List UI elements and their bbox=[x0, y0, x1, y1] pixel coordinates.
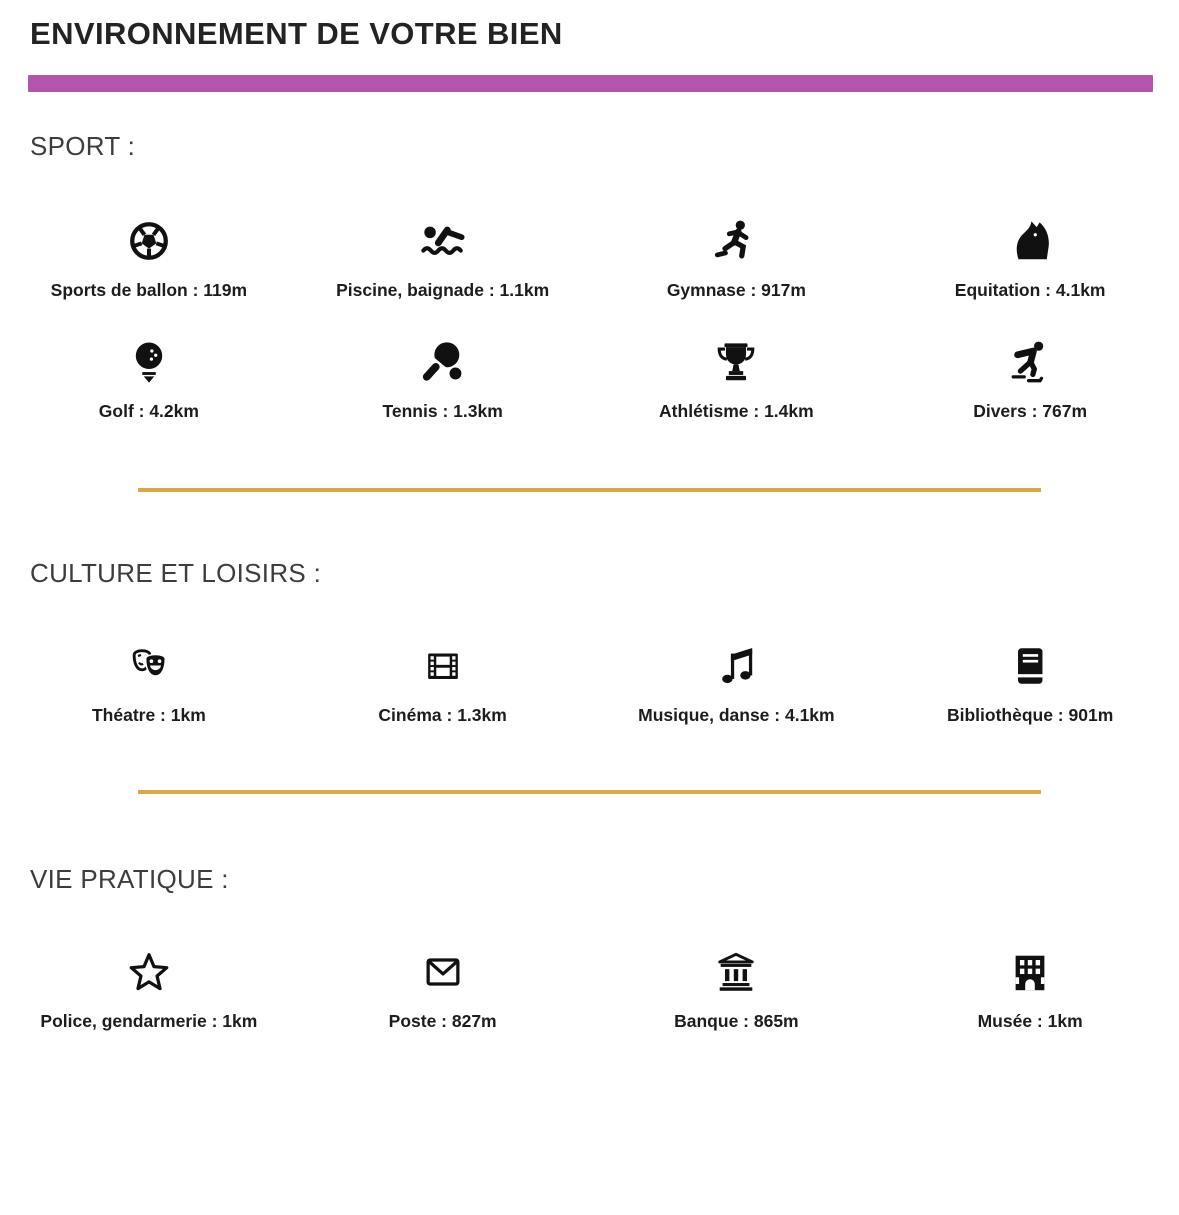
list-item bbox=[590, 949, 884, 1032]
item-label: Tennis : 1.3km bbox=[382, 401, 503, 421]
section-heading-vie-pratique: VIE PRATIQUE : bbox=[30, 864, 229, 894]
table-tennis-icon bbox=[420, 339, 466, 385]
book-icon bbox=[1007, 643, 1053, 689]
item-label: Police, gendarmerie : 1km bbox=[40, 1011, 258, 1031]
list-item bbox=[883, 218, 1177, 301]
vie-pratique-grid bbox=[2, 949, 1177, 1032]
museum-icon bbox=[1007, 949, 1053, 995]
music-note-icon bbox=[713, 643, 759, 689]
section-divider bbox=[138, 790, 1041, 794]
item-label: Sports de ballon : 119m bbox=[50, 280, 248, 300]
theater-masks-icon bbox=[126, 643, 172, 689]
list-item bbox=[2, 643, 296, 726]
page-title: ENVIRONNEMENT DE VOTRE BIEN bbox=[30, 16, 563, 51]
item-label: Musée : 1km bbox=[977, 1011, 1083, 1031]
swimmer-icon bbox=[420, 218, 466, 264]
soccer-ball-icon bbox=[126, 218, 172, 264]
list-item bbox=[883, 949, 1177, 1032]
list-item bbox=[883, 339, 1177, 422]
list-item bbox=[590, 643, 884, 726]
item-label: Piscine, baignade : 1.1km bbox=[336, 280, 550, 300]
list-item bbox=[590, 339, 884, 422]
list-item bbox=[296, 643, 590, 726]
item-label: Divers : 767m bbox=[973, 401, 1088, 421]
list-item bbox=[2, 949, 296, 1032]
culture-grid bbox=[2, 643, 1177, 726]
accent-bar bbox=[28, 75, 1153, 92]
list-item bbox=[2, 218, 296, 301]
list-item bbox=[296, 949, 590, 1032]
sport-grid bbox=[2, 218, 1177, 422]
runner-icon bbox=[713, 218, 759, 264]
item-label: Poste : 827m bbox=[388, 1011, 497, 1031]
item-label: Equitation : 4.1km bbox=[954, 280, 1106, 300]
ice-skater-icon bbox=[1007, 339, 1053, 385]
horse-icon bbox=[1007, 218, 1053, 264]
trophy-icon bbox=[713, 339, 759, 385]
item-label: Golf : 4.2km bbox=[98, 401, 199, 421]
section-divider bbox=[138, 488, 1041, 492]
envelope-icon bbox=[420, 949, 466, 995]
list-item bbox=[296, 339, 590, 422]
section-heading-culture: CULTURE ET LOISIRS : bbox=[30, 558, 322, 588]
golf-icon bbox=[126, 339, 172, 385]
section-heading-sport: SPORT : bbox=[30, 131, 136, 161]
list-item bbox=[883, 643, 1177, 726]
item-label: Théatre : 1km bbox=[91, 705, 206, 725]
item-label: Bibliothèque : 901m bbox=[946, 705, 1114, 725]
list-item bbox=[296, 218, 590, 301]
list-item bbox=[2, 339, 296, 422]
star-icon bbox=[126, 949, 172, 995]
film-strip-icon bbox=[420, 643, 466, 689]
item-label: Cinéma : 1.3km bbox=[378, 705, 507, 725]
item-label: Banque : 865m bbox=[674, 1011, 799, 1031]
list-item bbox=[590, 218, 884, 301]
item-label: Musique, danse : 4.1km bbox=[638, 705, 835, 725]
bank-icon bbox=[713, 949, 759, 995]
item-label: Athlétisme : 1.4km bbox=[659, 401, 814, 421]
item-label: Gymnase : 917m bbox=[666, 280, 806, 300]
